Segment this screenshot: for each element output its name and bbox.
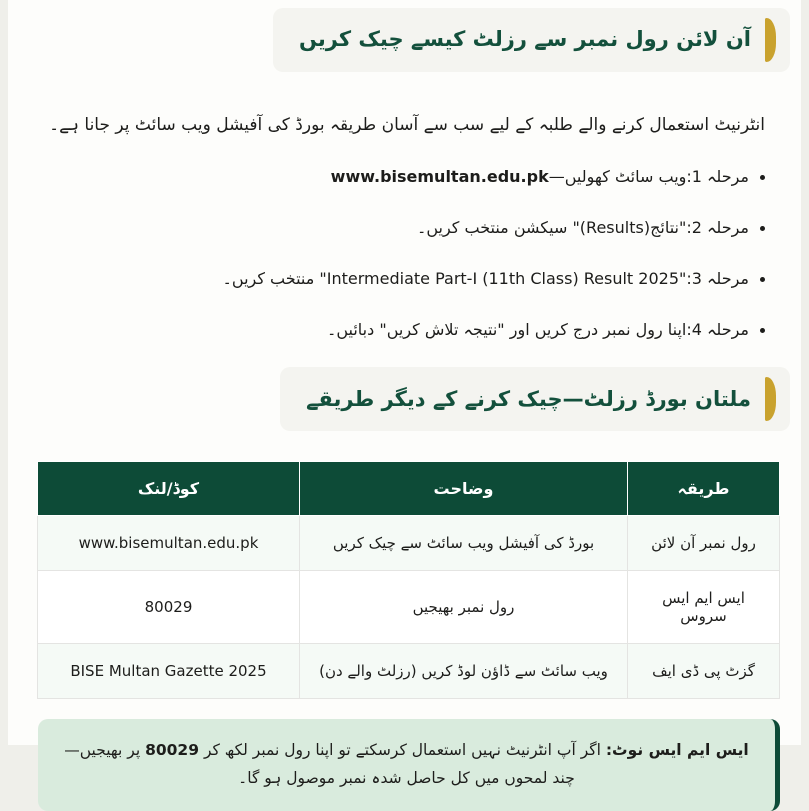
col-header-code-link: کوڈ/لنک <box>38 462 300 516</box>
cell-method-online: رول نمبر آن لائن <box>628 516 780 571</box>
cell-method-sms: ایس ایم ایس سروس <box>628 571 780 644</box>
cell-method-gazette: گزٹ پی ڈی ایف <box>628 644 780 699</box>
step-3-text: مرحلہ 3:"Intermediate Part-I (11th Class) Result 2025" منتخب کریں۔ <box>222 268 749 288</box>
step-item-1 <box>8 163 749 190</box>
col-header-description: وضاحت <box>300 462 628 516</box>
section1-heading: آن لائن رول نمبر سے رزلٹ کیسے چیک کریں <box>299 27 751 52</box>
intro-paragraph: انٹرنیٹ استعمال کرنے والے طلبہ کے لیے سب سے آسان طریقہ بورڈ کی آفیشل ویب سائٹ پر جانا ہے۔ <box>49 115 765 135</box>
table-row <box>38 644 780 699</box>
section2-heading-card <box>280 367 790 431</box>
cell-desc-online: بورڈ کی آفیشل ویب سائٹ سے چیک کریں <box>300 516 628 571</box>
methods-table <box>37 461 780 699</box>
cell-desc-gazette: ویب سائٹ سے ڈاؤن لوڈ کریں (رزلٹ والے دن) <box>300 644 628 699</box>
table-header-row <box>38 462 780 516</box>
gold-accent-bar-icon <box>765 377 776 421</box>
step-item-3 <box>8 265 749 292</box>
step-item-2 <box>8 214 749 241</box>
sms-note-box <box>38 719 780 811</box>
sms-note-text-after: پر بھیجیں—چند لمحوں میں کل حاصل شدہ نمبر موصول ہو گا۔ <box>64 741 575 788</box>
col-header-method: طریقہ <box>628 462 780 516</box>
cell-desc-sms: رول نمبر بھیجیں <box>300 571 628 644</box>
gold-accent-bar-icon <box>765 18 776 62</box>
cell-code-sms: 80029 <box>38 571 300 644</box>
step-2-text: مرحلہ 2:"نتائج(Results)" سیکشن منتخب کریں۔ <box>416 217 749 237</box>
step-4-text: مرحلہ 4:اپنا رول نمبر درج کریں اور "نتیجہ تلاش کریں" دبائیں۔ <box>326 320 749 340</box>
section1-heading-row <box>8 8 801 72</box>
section2-heading-row <box>8 367 801 431</box>
sms-note-label: ایس ایم ایس نوٹ: <box>605 741 749 760</box>
cell-link-website[interactable]: www.bisemultan.edu.pk <box>38 516 300 571</box>
sms-note-code: 80029 <box>145 741 200 760</box>
step-1-website-link[interactable]: www.bisemultan.edu.pk <box>330 166 549 186</box>
table-row <box>38 516 780 571</box>
table-row <box>38 571 780 644</box>
section2-heading: ملتان بورڈ رزلٹ—چیک کرنے کے دیگر طریقے <box>306 386 751 411</box>
cell-code-gazette: BISE Multan Gazette 2025 <box>38 644 300 699</box>
sms-note-text-before: اگر آپ انٹرنیٹ نہیں استعمال کرسکتے تو اپنا رول نمبر لکھ کر <box>199 741 606 760</box>
section1-heading-card <box>273 8 790 72</box>
step-item-4 <box>8 316 749 343</box>
step-1-text: مرحلہ 1:ویب سائٹ کھولیں— <box>548 166 749 186</box>
article-content <box>8 0 801 788</box>
steps-list <box>8 163 801 344</box>
